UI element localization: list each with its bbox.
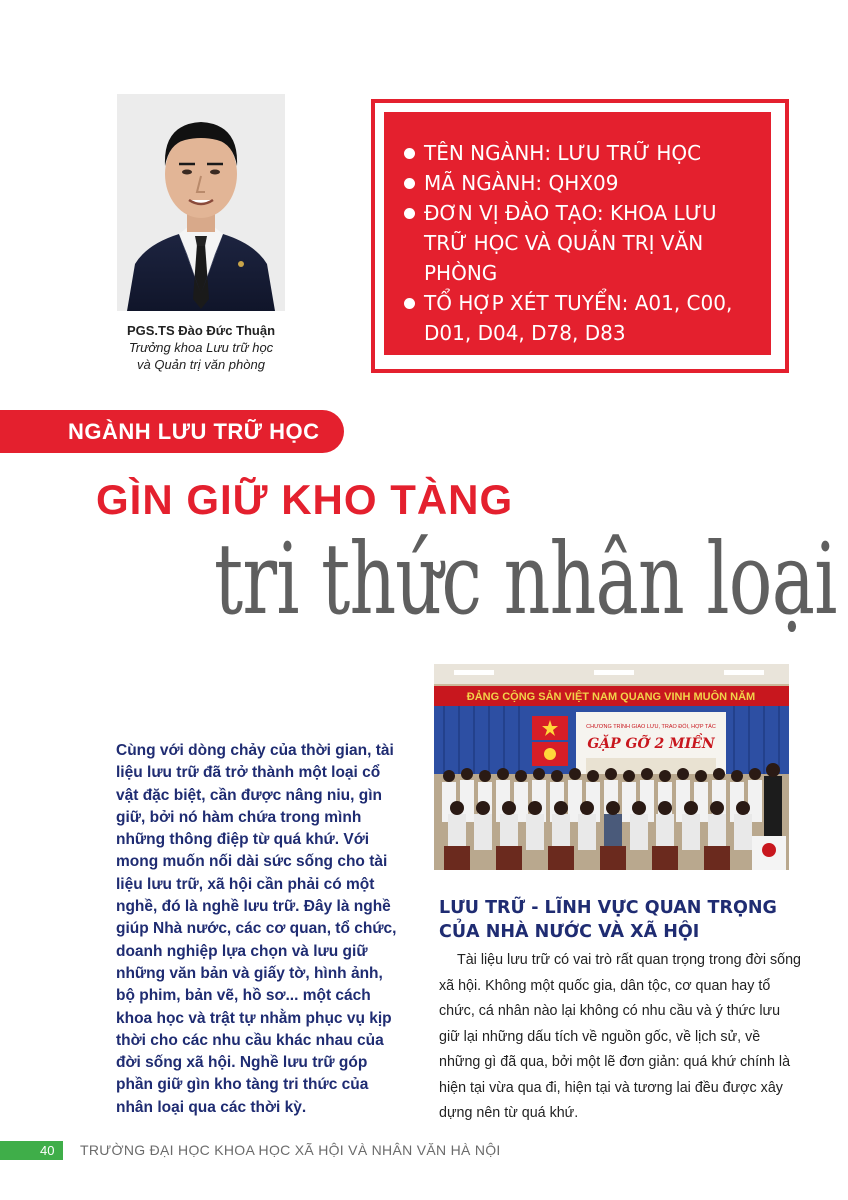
group-photo <box>434 664 789 870</box>
section-heading-line1: LƯU TRỮ - LĨNH VỰC QUAN TRỌNG <box>439 898 777 918</box>
bullet-icon <box>404 298 415 309</box>
info-item: ĐƠN VỊ ĐÀO TẠO: KHOA LƯU TRỮ HỌC VÀ QUẢN TRỊ VĂN PHÒNG <box>404 198 755 288</box>
intro-paragraph: Cùng với dòng chảy của thời gian, tài liệu lưu trữ đã trở thành một loại cổ vật đặc biệt, cần được nâng niu, gìn giữ, bởi nó hàm chứa trong mình những thông điệp từ quá khứ. Với mong muốn nối dài sức sống cho tài liệu lưu trữ, xã hội cần phải có một nghề, đó là nghề lưu trữ. Đây là nghề giúp Nhà nước, các cơ quan, tổ chức, doanh nghiệp lựa chọn và lưu giữ những văn bản và giấy tờ, hình ảnh, bộ phim, bản vẽ, hồ sơ... một cách khoa học và trật tự nhằm phục vụ kịp thời cho các nhu cầu khác nhau của đời sống xã hội. Nghề lưu trữ góp phần giữ gìn kho tàng tri thức của nhân loại qua các thời kỳ. <box>116 742 397 1116</box>
info-item: MÃ NGÀNH: QHX09 <box>404 168 755 198</box>
info-item: TỔ HỢP XÉT TUYỂN: A01, C00, D01, D04, D78, D83 <box>404 288 755 348</box>
bullet-icon <box>404 148 415 159</box>
section-heading-line2: CỦA NHÀ NƯỚC VÀ XÃ HỘI <box>439 922 700 942</box>
section-body: Tài liệu lưu trữ có vai trò rất quan trọng trong đời sống xã hội. Không một quốc gia, dân tộc, cơ quan hay tổ chức, cá nhân nào lại không có nhu cầu và ý thức lưu giữ lại những dấu tích về nguồn gốc, về lịch sử, về những gì đã qua, bởi một lẽ đơn giản: quá khứ chính là hiện tại vừa qua đi, hiện tại và tương lai đều được xây dựng nên từ quá khứ. <box>439 952 802 1121</box>
section-tag: NGÀNH LƯU TRỮ HỌC <box>0 410 344 453</box>
bullet-icon <box>404 178 415 189</box>
info-list <box>404 138 755 348</box>
headline: GÌN GIỮ KHO TÀNG <box>96 476 514 523</box>
person-role-line1: Trưởng khoa Lưu trữ học <box>128 340 274 355</box>
portrait-photo <box>117 94 285 311</box>
photo-event-title: GẶP GỠ 2 MIỀN <box>587 736 715 752</box>
section-heading <box>439 896 799 944</box>
footer-text: TRƯỜNG ĐẠI HỌC KHOA HỌC XÃ HỘI VÀ NHÂN VĂN HÀ NỘI <box>80 1142 501 1158</box>
bullet-icon <box>404 208 415 219</box>
info-box <box>384 112 771 355</box>
person-role-line2: và Quản trị văn phòng <box>137 357 265 372</box>
big-title: tri thức nhân loại <box>214 523 837 637</box>
info-item: TÊN NGÀNH: LƯU TRỮ HỌC <box>404 138 755 168</box>
photo-event-small: CHƯƠNG TRÌNH GIAO LƯU, TRAO ĐỔI, HỢP TÁC <box>586 724 716 730</box>
portrait-caption <box>100 322 302 373</box>
person-name: PGS.TS Đào Đức Thuận <box>126 323 276 338</box>
photo-banner-text: ĐẢNG CỘNG SẢN VIỆT NAM QUANG VINH MUÔN NĂM <box>466 691 756 703</box>
page-number: 40 <box>40 1143 55 1158</box>
